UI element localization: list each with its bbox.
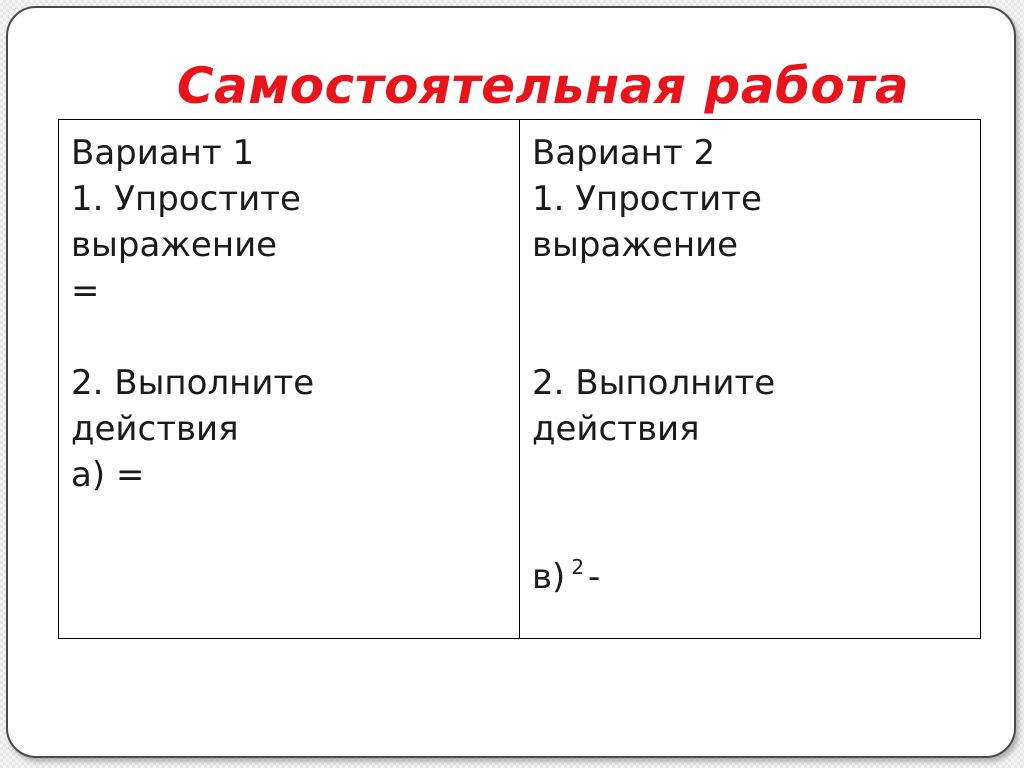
variant-2-task2-v-label: в): [532, 557, 566, 597]
variant-2-task2-v-superscript: 2: [571, 555, 585, 579]
variant-2-task2-line1: 2. Выполните: [532, 363, 776, 403]
variant-1-heading: Вариант 1: [71, 133, 255, 173]
variant-2-task1-line2: выражение: [532, 225, 739, 265]
slide-frame: [6, 6, 1016, 758]
variants-table: [58, 119, 981, 639]
variant-1-task2-a: а) =: [71, 455, 145, 495]
variant-2-task2-line2: действия: [532, 409, 700, 449]
variant-1-cell: [59, 120, 520, 638]
variant-1-task1-equals: =: [71, 271, 100, 311]
variant-2-task2-v: [532, 544, 600, 600]
variant-1-task2-line2: действия: [71, 409, 239, 449]
variant-2-task2-v-dash: -: [588, 557, 601, 597]
variant-2-cell: [520, 120, 980, 638]
variant-2-heading: Вариант 2: [532, 133, 716, 173]
slide-title: Самостоятельная работа: [176, 57, 910, 115]
variant-1-task2-line1: 2. Выполните: [71, 363, 315, 403]
variant-2-task1-line1: 1. Упростите: [532, 179, 762, 219]
variant-1-task1-line2: выражение: [71, 225, 278, 265]
variant-1-task1-line1: 1. Упростите: [71, 179, 301, 219]
